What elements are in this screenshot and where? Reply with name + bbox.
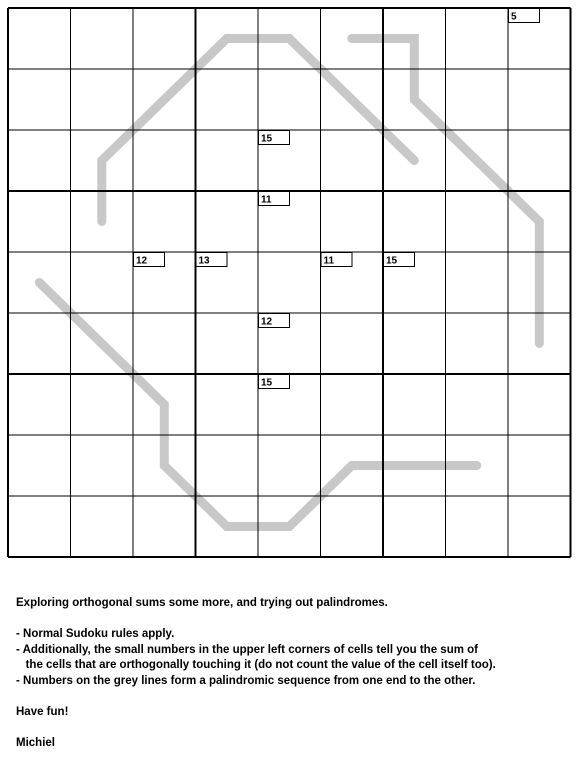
- sudoku-cell[interactable]: [133, 313, 196, 374]
- sudoku-cell[interactable]: [321, 191, 384, 252]
- sum-clue: [384, 253, 415, 267]
- sum-clue: [509, 9, 540, 23]
- rule-normal-sudoku: - Normal Sudoku rules apply.: [16, 628, 175, 640]
- sudoku-cell[interactable]: [8, 8, 71, 69]
- sudoku-cell[interactable]: [508, 130, 571, 191]
- sudoku-cell[interactable]: [196, 130, 259, 191]
- sudoku-cell[interactable]: [133, 496, 196, 557]
- sudoku-cell[interactable]: [8, 313, 71, 374]
- sudoku-cell[interactable]: [71, 69, 134, 130]
- sudoku-cell[interactable]: [321, 313, 384, 374]
- sudoku-cell[interactable]: [508, 69, 571, 130]
- sudoku-cell[interactable]: [71, 8, 134, 69]
- sudoku-cell[interactable]: [196, 435, 259, 496]
- sudoku-cell[interactable]: [258, 435, 321, 496]
- sum-clue-value: 12: [261, 316, 273, 328]
- sudoku-cell[interactable]: [321, 496, 384, 557]
- sudoku-cell[interactable]: [71, 252, 134, 313]
- sudoku-cell[interactable]: [446, 8, 509, 69]
- sudoku-cell[interactable]: [508, 374, 571, 435]
- sudoku-cell[interactable]: [196, 374, 259, 435]
- sudoku-cell[interactable]: [446, 313, 509, 374]
- sudoku-cell[interactable]: [258, 252, 321, 313]
- sudoku-cell[interactable]: [8, 130, 71, 191]
- sudoku-cell[interactable]: [71, 496, 134, 557]
- sudoku-cell[interactable]: [196, 191, 259, 252]
- sudoku-cell[interactable]: [383, 191, 446, 252]
- sudoku-cell[interactable]: [133, 8, 196, 69]
- sudoku-cell[interactable]: [8, 496, 71, 557]
- sum-clue: [196, 253, 227, 267]
- sudoku-cell[interactable]: [133, 130, 196, 191]
- sum-clue: [134, 253, 165, 267]
- sudoku-cell[interactable]: [196, 69, 259, 130]
- sum-clue: [259, 375, 290, 389]
- sudoku-cell[interactable]: [8, 69, 71, 130]
- sudoku-cell[interactable]: [446, 496, 509, 557]
- sudoku-cell[interactable]: [8, 191, 71, 252]
- sudoku-cell[interactable]: [8, 374, 71, 435]
- rules-text: [16, 596, 571, 751]
- sum-clue-value: 13: [198, 255, 210, 267]
- sudoku-cell[interactable]: [196, 313, 259, 374]
- sum-clue-value: 12: [136, 255, 148, 267]
- sum-clue-value: 11: [261, 194, 272, 206]
- rule-palindromes: - Numbers on the grey lines form a palindromic sequence from one end to the other.: [16, 674, 476, 687]
- sudoku-cell[interactable]: [383, 496, 446, 557]
- grid-cells: [8, 8, 571, 557]
- sudoku-cell[interactable]: [258, 69, 321, 130]
- sudoku-cell[interactable]: [71, 374, 134, 435]
- sum-clue: [259, 192, 290, 206]
- sudoku-cell[interactable]: [8, 435, 71, 496]
- sudoku-cell[interactable]: [508, 435, 571, 496]
- rule-sum-clues: - Additionally, the small numbers in the upper left corners of cells tell you the sum of: [16, 643, 478, 656]
- sudoku-cell[interactable]: [321, 130, 384, 191]
- sudoku-cell[interactable]: [71, 435, 134, 496]
- sum-clue-value: 11: [323, 255, 335, 267]
- sudoku-cell[interactable]: [508, 496, 571, 557]
- sudoku-cell[interactable]: [321, 374, 384, 435]
- sum-clue-value: 15: [386, 255, 398, 267]
- sum-clue-value: 5: [511, 11, 517, 23]
- intro-text: Exploring orthogonal sums some more, and trying out palindromes.: [16, 597, 388, 609]
- sudoku-cell[interactable]: [133, 191, 196, 252]
- sudoku-cell[interactable]: [446, 69, 509, 130]
- sum-clue: [259, 131, 290, 145]
- sudoku-cell[interactable]: [446, 252, 509, 313]
- author-name: Michiel: [16, 736, 55, 749]
- sum-clue: [321, 253, 352, 267]
- sum-clue-value: 15: [261, 377, 273, 389]
- closing-text: Have fun!: [16, 705, 69, 718]
- sum-clue-value: 15: [261, 133, 273, 145]
- sudoku-cell[interactable]: [383, 374, 446, 435]
- rule-sum-clues-continued: the cells that are orthogonally touching it (do not count the value of the cell itself too).: [16, 659, 496, 671]
- sudoku-cell[interactable]: [446, 374, 509, 435]
- sudoku-cell[interactable]: [383, 313, 446, 374]
- sum-clue: [259, 314, 290, 328]
- sudoku-cell[interactable]: [446, 191, 509, 252]
